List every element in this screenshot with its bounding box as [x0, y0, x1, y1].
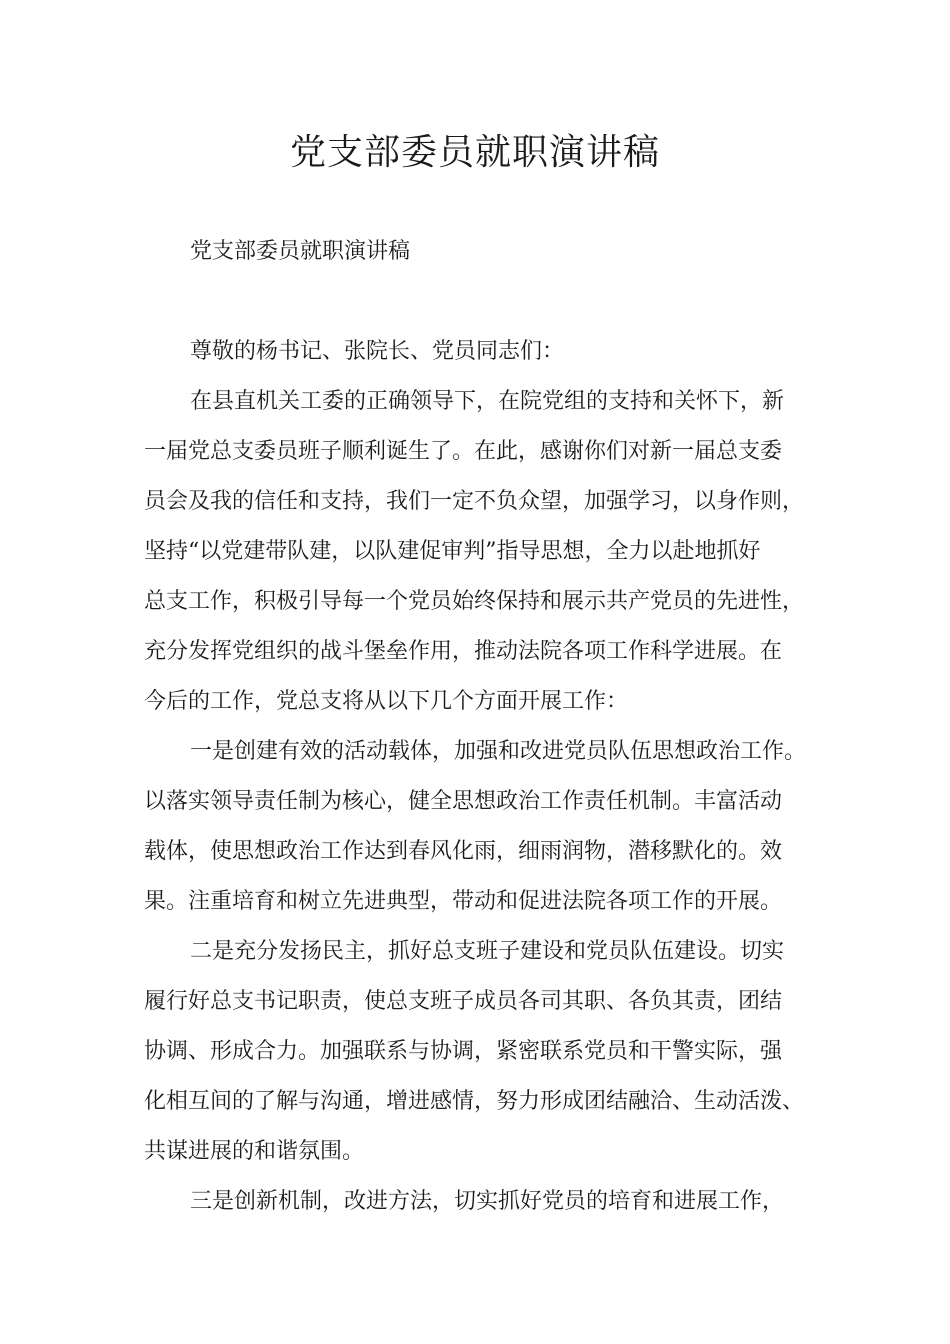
paragraph-line: 员会及我的信任和支持，我们一定不负众望，加强学习，以身作则，: [144, 489, 805, 514]
document-title: 党支部委员就职演讲稿: [289, 132, 660, 173]
paragraph-line: 共谋进展的和谐氛围。: [144, 1139, 365, 1164]
paragraph-line: 一届党总支委员班子顺利诞生了。在此，感谢你们对新一届总支委: [144, 439, 783, 464]
paragraph-line: 协调、形成合力。加强联系与协调，紧密联系党员和干警实际，强: [144, 1039, 783, 1064]
paragraph-line: 充分发挥党组织的战斗堡垒作用，推动法院各项工作科学进展。在: [144, 639, 783, 664]
paragraph-line: 化相互间的了解与沟通，增进感情，努力形成团结融洽、生动活泼、: [144, 1089, 805, 1114]
paragraph-line: 履行好总支书记职责，使总支班子成员各司其职、各负其责，团结: [144, 989, 783, 1014]
paragraph-line: 三是创新机制，改进方法，切实抓好党员的培育和进展工作，: [190, 1189, 785, 1214]
paragraph-line: 以落实领导责任制为核心，健全思想政治工作责任机制。丰富活动: [144, 789, 783, 814]
paragraph-line: 载体，使思想政治工作达到春风化雨，细雨润物，潜移默化的。效: [144, 839, 783, 864]
salutation: 尊敬的杨书记、张院长、党员同志们：: [190, 339, 565, 364]
paragraph-line: 在县直机关工委的正确领导下，在院党组的支持和关怀下，新: [190, 389, 785, 414]
paragraph-line: 二是充分发扬民主，抓好总支班子建设和党员队伍建设。切实: [190, 939, 785, 964]
paragraph-line: 总支工作，积极引导每一个党员始终保持和展示共产党员的先进性，: [144, 589, 805, 614]
document-subtitle: 党支部委员就职演讲稿: [190, 239, 411, 264]
paragraph-line: 今后的工作，党总支将从以下几个方面开展工作：: [144, 689, 629, 714]
paragraph-line: 坚持“以党建带队建，以队建促审判”指导思想，全力以赴地抓好: [144, 539, 761, 564]
paragraph-line: 一是创建有效的活动载体，加强和改进党员队伍思想政治工作。: [190, 739, 807, 764]
paragraph-line: 果。注重培育和树立先进典型，带动和促进法院各项工作的开展。: [144, 889, 783, 914]
